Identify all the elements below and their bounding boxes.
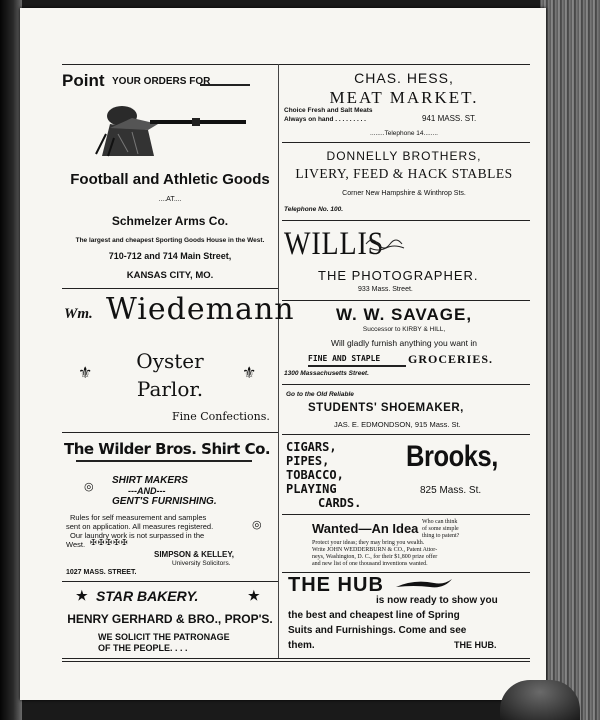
point-subheadline: YOUR ORDERS FOR — [112, 76, 211, 87]
bakery-line-2: OF THE PEOPLE. . . . — [98, 643, 188, 653]
savage-address: 1300 Massachusetts Street. — [284, 370, 369, 377]
hub-line-4b: THE HUB. — [454, 640, 497, 650]
idea-body-3: neys, Washington, D. C., for their $1,800 prize offer — [312, 554, 438, 560]
savage-name: W. W. SAVAGE, — [335, 305, 473, 324]
company-city: KANSAS CITY, MO. — [126, 270, 214, 281]
brooks-item-2: PIPES, — [286, 454, 330, 468]
rules-line-4-stars: ✠✠✠✠✠ — [90, 538, 129, 547]
right-rule-2 — [282, 220, 530, 221]
donnelly-name: DONNELLY BROTHERS, — [326, 149, 482, 163]
willis-name: WILLIS — [284, 226, 385, 262]
right-rule-4 — [282, 384, 530, 385]
and-text: ---AND--- — [128, 486, 166, 496]
wilder-underline — [76, 460, 252, 462]
hunter-aiming-rifle-image — [88, 94, 250, 158]
right-rule-3 — [282, 300, 530, 301]
fine-underline — [308, 365, 406, 367]
donnelly-address: Corner New Hampshire & Winthrop Sts. — [342, 190, 466, 197]
company-desc: The largest and cheapest Sporting Goods House in the West. — [75, 237, 265, 244]
shoemaker-intro: Go to the Old Reliable — [286, 391, 354, 398]
hess-line-1: Choice Fresh and Salt Meats — [284, 107, 373, 114]
company-name: Schmelzer Arms Co. — [111, 214, 229, 228]
simpson-kelley: SIMPSON & KELLEY, — [154, 550, 235, 559]
hub-line-1: is now ready to show you — [376, 595, 498, 606]
wiedemann-first-name: Wm. — [64, 306, 93, 322]
right-flourish-icon: ⚜ — [242, 363, 257, 382]
star-right-icon: ★ — [248, 588, 260, 603]
groceries-text: GROCERIES. — [408, 352, 494, 366]
hess-name: CHAS. HESS, — [354, 70, 454, 86]
hess-address: 941 MASS. ST. — [422, 114, 477, 123]
savage-successor: Successor to KIRBY & HILL, — [362, 326, 446, 333]
idea-body-1: Protect your ideas; they may bring you wealth. — [312, 540, 425, 546]
at-text: ....AT.... — [158, 196, 182, 203]
bullseye-icon-2: ◎ — [252, 519, 262, 531]
brooks-item-4: PLAYING — [286, 482, 337, 496]
right-rule-7 — [282, 572, 530, 573]
brooks-item-3: TOBACCO, — [286, 468, 344, 482]
brooks-item-1: CIGARS, — [286, 440, 337, 454]
bottom-rule — [62, 658, 530, 659]
photographer-title: THE PHOTOGRAPHER. — [318, 268, 479, 283]
idea-body-2: Write JOHN WEDDERBURN & CO., Patent Attor- — [312, 547, 438, 553]
arrow-line — [200, 84, 250, 86]
gents-furnishing: GENT'S FURNISHING. — [112, 496, 217, 507]
oyster-text: Oyster — [136, 349, 204, 373]
rules-line-1: Rules for self measurement and samples — [70, 513, 207, 522]
rules-line-4: West. — [66, 540, 86, 549]
hess-line-2: Always on hand . . . . . . . . . — [284, 116, 366, 123]
right-rule-6 — [282, 514, 530, 515]
idea-side-1: Who can think — [422, 519, 458, 525]
top-rule — [62, 64, 530, 65]
rules-line-3: Our laundry work is not surpassed in the — [70, 531, 205, 540]
thumb-image — [500, 680, 580, 720]
wilder-title: The Wilder Bros. Shirt Co. — [64, 440, 271, 458]
bottom-rule-2 — [62, 661, 530, 662]
left-flourish-icon: ⚜ — [78, 363, 93, 382]
parlor-text: Parlor. — [136, 377, 204, 401]
book-page-edges — [540, 0, 600, 720]
left-rule-2 — [62, 432, 278, 433]
donnelly-phone: Telephone No. 100. — [284, 206, 343, 213]
shoemaker-name: JAS. E. EDMONDSON, 915 Mass. St. — [334, 420, 461, 429]
savage-line-1: Will gladly furnish anything you want in — [331, 338, 477, 348]
brooks-name: Brooks, — [406, 440, 498, 473]
hub-line-2: the best and cheapest line of Spring — [288, 610, 460, 621]
right-rule-5 — [282, 434, 530, 435]
point-headline: Point — [62, 71, 105, 90]
bakery-owner: HENRY GERHARD & BRO., PROP'S. — [67, 612, 273, 626]
hess-phone: ........Telephone 14........ — [370, 130, 438, 137]
bakery-line-1: WE SOLICIT THE PATRONAGE — [98, 632, 230, 642]
left-rule-1 — [62, 288, 278, 289]
brooks-address: 825 Mass. St. — [420, 485, 482, 496]
book-left-edge — [0, 0, 22, 720]
shoemaker-title: STUDENTS' SHOEMAKER, — [308, 402, 464, 414]
idea-side-3: thing to patent? — [422, 533, 460, 539]
university-solicitors: University Solicitors. — [172, 560, 231, 567]
star-left-icon: ★ — [76, 588, 88, 603]
wiedemann-last-name: Wiedemann — [106, 292, 295, 327]
fine-confections: Fine Confections. — [172, 410, 270, 423]
hub-title: THE HUB — [288, 574, 384, 596]
idea-body-4: and new list of one thousand inventions wanted. — [312, 561, 428, 567]
advertisement-page — [20, 8, 546, 700]
hub-line-4a: them. — [288, 640, 315, 651]
left-rule-3 — [62, 581, 278, 582]
willis-address: 933 Mass. Street. — [358, 286, 413, 293]
willis-flourish-icon — [364, 236, 408, 252]
wilder-address: 1027 MASS. STREET. — [66, 569, 137, 576]
fine-and-staple: FINE AND STAPLE — [308, 354, 381, 363]
company-address: 710-712 and 714 Main Street, — [108, 251, 232, 261]
hub-line-3: Suits and Furnishings. Come and see — [288, 625, 467, 636]
idea-title: Wanted—An Idea — [312, 521, 419, 536]
livery-title: LIVERY, FEED & HACK STABLES — [295, 166, 513, 181]
brooks-item-5: CARDS. — [318, 496, 362, 510]
goods-title: Football and Athletic Goods — [70, 171, 270, 188]
bullseye-icon: ◎ — [84, 481, 94, 493]
rules-line-2: sent on application. All measures registered. — [66, 522, 214, 531]
right-rule-1 — [282, 142, 530, 143]
bakery-title: STAR BAKERY. — [96, 588, 199, 604]
hub-flourish-icon — [394, 577, 454, 591]
shirt-makers: SHIRT MAKERS — [112, 475, 188, 486]
idea-side-2: of some simple — [422, 526, 459, 532]
meat-market-title: MEAT MARKET. — [329, 88, 479, 107]
